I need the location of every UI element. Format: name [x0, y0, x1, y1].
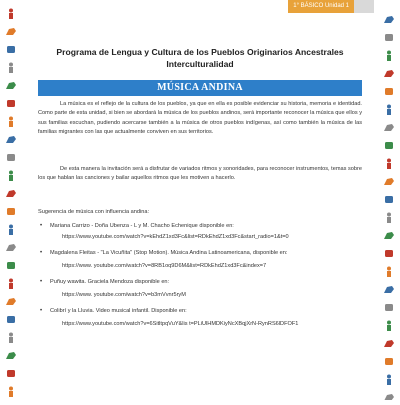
border-figure-icon: [387, 159, 391, 170]
header-badge-tail: [354, 0, 374, 13]
border-figure-icon: [384, 70, 394, 77]
suggestion-title: Colibrí y la Lluvia. Video musical infantil. Disponible en:: [50, 308, 187, 314]
border-figure-icon: [9, 9, 13, 20]
suggestion-link[interactable]: https://www. youtube.com/watch?v=8RB1oq9D6M&list=RDkEhdZ1xd3Fc&index=7: [62, 263, 267, 269]
border-figure-icon: [6, 352, 16, 359]
border-figure-icon: [6, 28, 16, 35]
border-figure-icon: [7, 262, 15, 269]
border-figure-icon: [385, 250, 393, 257]
border-figure-icon: [9, 387, 13, 398]
border-figure-icon: [387, 213, 391, 224]
border-figure-icon: [387, 375, 391, 386]
suggestion-link[interactable]: https://www. youtube.com/watch?v=b3mVvnr5ryM: [62, 292, 186, 298]
border-figure-icon: [9, 279, 13, 290]
border-figure-icon: [385, 358, 393, 365]
border-figure-icon: [7, 100, 15, 107]
border-figure-icon: [384, 124, 394, 131]
title-line-2: Interculturalidad: [166, 59, 234, 69]
suggestion-item: [40, 278, 362, 287]
border-figure-icon: [384, 340, 394, 347]
intro-paragraph: La música es el reflejo de la cultura de los pueblos, ya que en ella es posible evidenciar su historia, memoria e identidad. Como parte de esta unidad, si bien se abordará la música de los pueblos andinos, será importante reconocer la música que ellos y sus familias escuchan, pudiendo acercarse también a la música de otros pueblos indígenas, así como también la música de las familias migrantes con las que actualmente conviven en sus territorios.: [38, 101, 363, 135]
border-figure-icon: [384, 394, 394, 400]
suggestion-link[interactable]: https://www.youtube.com/watch?v=6SitltpqVuY&lis t=PLiUlHMDKiyNcXBqjXrN-RynRS6lDFOF1: [62, 321, 299, 327]
suggestions-heading: Sugerencia de música con influencia andina:: [38, 209, 150, 215]
border-figure-icon: [387, 105, 391, 116]
border-figure-icon: [6, 190, 16, 197]
border-figure-icon: [7, 370, 15, 377]
border-figure-icon: [9, 63, 13, 74]
border-figure-icon: [9, 171, 13, 182]
suggestion-item: [40, 249, 362, 258]
border-figure-icon: [387, 267, 391, 278]
right-decorative-border: [378, 0, 400, 400]
bullet-icon: •: [40, 279, 43, 285]
bullet-icon: •: [40, 250, 43, 256]
border-figure-icon: [9, 333, 13, 344]
suggestion-item: [40, 222, 362, 231]
border-figure-icon: [7, 46, 15, 53]
border-figure-icon: [6, 82, 16, 89]
border-figure-icon: [385, 88, 393, 95]
border-figure-icon: [6, 244, 16, 251]
border-figure-icon: [387, 321, 391, 332]
bullet-icon: •: [40, 308, 43, 314]
document-title: [40, 46, 360, 70]
border-figure-icon: [385, 196, 393, 203]
title-line-1: Programa de Lengua y Cultura de los Pueblos Originarios Ancestrales: [56, 47, 344, 57]
bullet-icon: •: [40, 223, 43, 229]
border-figure-icon: [385, 142, 393, 149]
border-figure-icon: [384, 232, 394, 239]
section-title-banner: MÚSICA ANDINA: [38, 80, 362, 96]
invitation-paragraph: De esta manera la invitación será a disfrutar de variados ritmos y sonoridades, para reconocer instrumentos, temas sobre los que hablan las canciones y bailar aquellos ritmos que les motiven a hacerlo.: [38, 166, 362, 182]
border-figure-icon: [9, 117, 13, 128]
border-figure-icon: [384, 286, 394, 293]
border-figure-icon: [7, 154, 15, 161]
border-figure-icon: [385, 304, 393, 311]
left-border-pattern-icon: [0, 0, 22, 400]
border-figure-icon: [9, 225, 13, 236]
border-figure-icon: [384, 178, 394, 185]
border-figure-icon: [7, 208, 15, 215]
border-figure-icon: [384, 16, 394, 23]
right-border-pattern-icon: [378, 0, 400, 400]
border-figure-icon: [387, 51, 391, 62]
border-figure-icon: [6, 298, 16, 305]
border-figure-icon: [385, 34, 393, 41]
border-figure-icon: [6, 136, 16, 143]
suggestion-link[interactable]: https://www.youtube.com/watch?v=kEhdZ1xd3Fc&list=RDkEhdZ1xd3Fc&start_radio=1&t=0: [62, 234, 289, 240]
suggestion-title: Mariana Carrizo - Doña Ubenza - L y M. Chacho Echenique disponible en:: [50, 223, 234, 229]
suggestion-title: Magdalena Fleitas - "La Vicuñita" (Stop Motion). Música Andina Latinoamericana, disponible en:: [50, 250, 288, 256]
left-decorative-border: [0, 0, 22, 400]
suggestion-item: [40, 307, 362, 316]
suggestion-title: Puñuy wawita. Graciela Mendoza disponible en:: [50, 279, 170, 285]
grade-unit-badge: 1° BÁSICO Unidad 1: [288, 0, 354, 13]
border-figure-icon: [7, 316, 15, 323]
